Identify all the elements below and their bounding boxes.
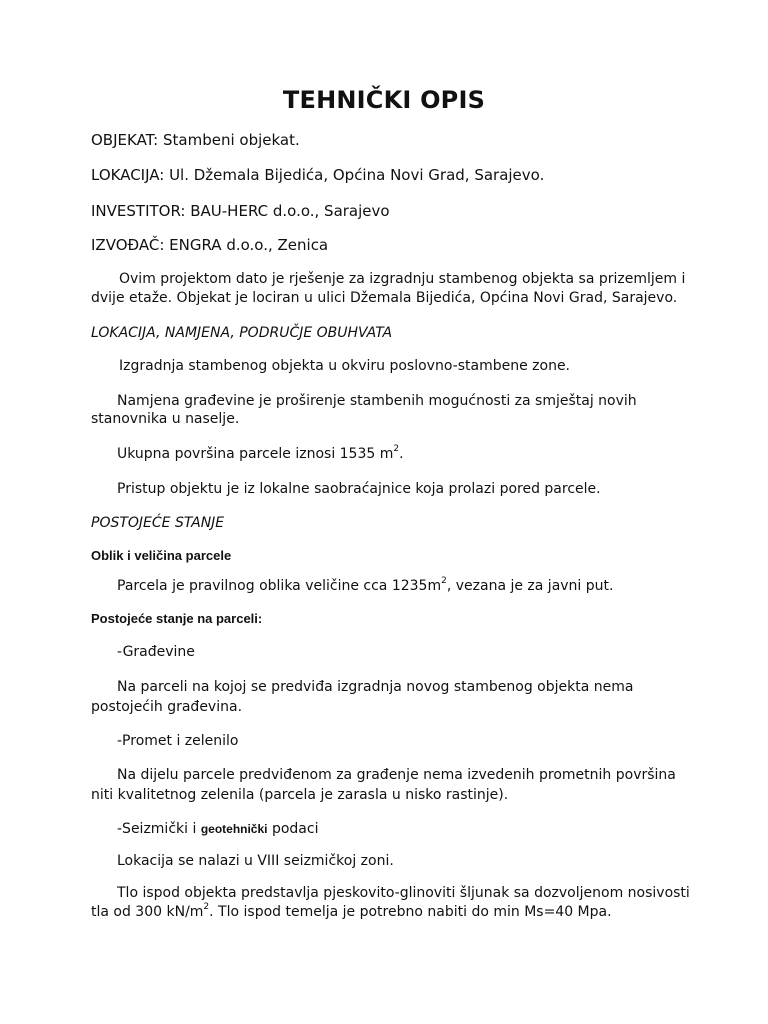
lokacija-line: LOKACIJA: Ul. Džemala Bijedića, Općina Novi Grad, Sarajevo. [91, 166, 545, 184]
seizmicki-text-a: -Seizmički i [117, 821, 201, 837]
investitor-line: INVESTITOR: BAU-HERC d.o.o., Sarajevo [91, 202, 390, 220]
tlo-paragraph-line-2 [91, 903, 676, 922]
povrsina-superscript: 2 [393, 444, 400, 455]
povrsina-text: Ukupna površina parcele iznosi 1535 m [117, 446, 394, 462]
section-heading-postojece: POSTOJEĆE STANJE [91, 515, 225, 531]
parcela-paragraph [91, 577, 702, 596]
tlo-superscript: 2 [203, 902, 210, 913]
subheading-postojece-stanje: Postojeće stanje na parceli: [91, 611, 263, 626]
item-seizmicki [91, 820, 702, 839]
tlo-text-a: tla od 300 kN/m [91, 904, 204, 920]
namjena-paragraph-line-2: stanovnika u naselje. [91, 411, 240, 427]
subheading-oblik: Oblik i veličina parcele [91, 548, 232, 563]
parcela-superscript: 2 [441, 576, 447, 587]
izgradnja-paragraph: Izgradnja stambenog objekta u okviru poslovno-stambene zone. [119, 358, 571, 374]
gradjevine-paragraph-line-2: postojećih građevina. [91, 699, 243, 715]
izvodjac-line: IZVOĐAČ: ENGRA d.o.o., Zenica [91, 236, 329, 254]
seizmicki-text-c: podaci [267, 821, 319, 837]
intro-paragraph-line-2: dvije etaže. Objekat je lociran u ulici Džemala Bijedića, Općina Novi Grad, Sarajevo. [91, 290, 678, 306]
gradjevine-paragraph-line-1: Na parceli na kojoj se predviđa izgradnja novog stambenog objekta nema [117, 679, 634, 695]
intro-paragraph-line-1: Ovim projektom dato je rješenje za izgradnju stambenog objekta sa prizemljem i [119, 271, 686, 287]
pristup-paragraph: Pristup objektu je iz lokalne saobraćajnice koja prolazi pored parcele. [117, 481, 601, 497]
parcela-end: , vezana je za javni put. [446, 578, 614, 594]
objekat-line: OBJEKAT: Stambeni objekat. [91, 131, 300, 149]
namjena-paragraph-line-1: Namjena građevine je proširenje stambenih mogućnosti za smještaj novih [117, 393, 637, 409]
section-heading-lokacija: LOKACIJA, NAMJENA, PODRUČJE OBUHVATA [91, 325, 393, 341]
promet-paragraph-line-2: niti kvalitetnog zelenila (parcela je zarasla u nisko rastinje). [91, 787, 509, 803]
item-gradjevine: -Građevine [117, 644, 195, 660]
document-title: TEHNIČKI OPIS [282, 86, 486, 114]
tlo-text-b: . Tlo ispod temelja je potrebno nabiti do min Ms=40 Mpa. [209, 904, 612, 920]
seizmicki-text-b: geotehnički [200, 822, 268, 836]
parcela-text: Parcela je pravilnog oblika veličine cca 1235m [117, 578, 442, 594]
item-promet: -Promet i zelenilo [117, 733, 239, 749]
povrsina-paragraph [91, 445, 702, 464]
promet-paragraph-line-1: Na dijelu parcele predviđenom za građenje nema izvedenih prometnih površina [117, 767, 676, 783]
zona-paragraph: Lokacija se nalazi u VIII seizmičkoj zoni. [117, 853, 394, 869]
tlo-paragraph-line-1: Tlo ispod objekta predstavlja pjeskovito-glinoviti šljunak sa dozvoljenom nosivosti [117, 885, 690, 901]
povrsina-end: . [399, 446, 404, 462]
